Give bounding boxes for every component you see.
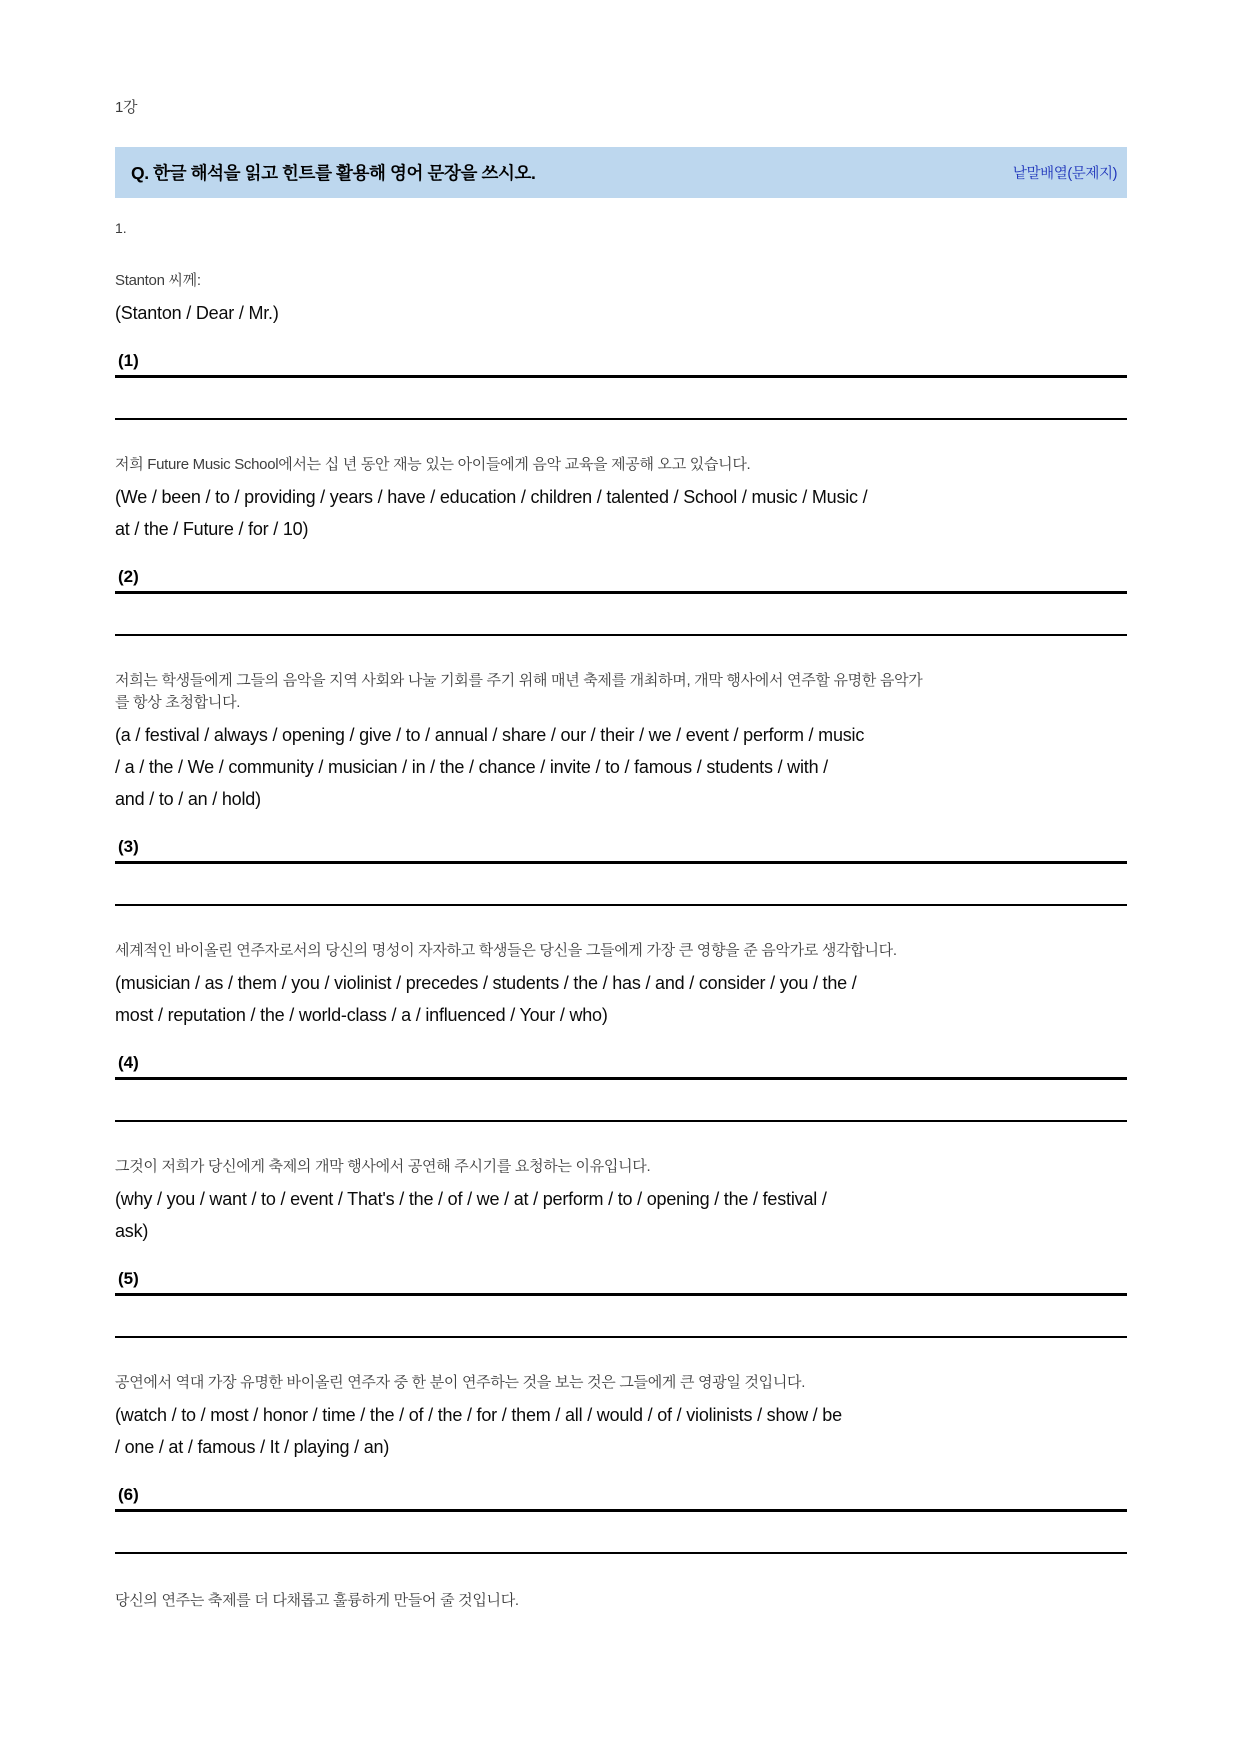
hint-line: (Stanton / Dear / Mr.) xyxy=(115,303,279,323)
hint-line: ask) xyxy=(115,1221,149,1241)
hint-line: (a / festival / always / opening / give / to / annual / share / our / their / we / event / perform / music xyxy=(115,725,865,745)
question-header-bar xyxy=(115,147,1127,198)
korean-line: 당신의 연주는 축제를 더 다채롭고 훌륭하게 만들어 줄 것입니다. xyxy=(115,1592,519,1609)
hint-word-bank xyxy=(115,719,1127,815)
lesson-label: 1강 xyxy=(115,99,138,116)
korean-line: 그것이 저희가 당신에게 축제의 개막 행사에서 공연해 주시기를 요청하는 이유입니다. xyxy=(115,1158,651,1175)
hint-line: (why / you / want / to / event / That's / the / of / we / at / perform / to / opening / the / festival / xyxy=(115,1189,827,1209)
hint-line: and / to / an / hold) xyxy=(115,789,261,809)
answer-line xyxy=(115,835,1127,864)
answer-blank-line xyxy=(115,1080,1127,1122)
hint-line: (We / been / to / providing / years / have / education / children / talented / School / music / Music / xyxy=(115,487,868,507)
korean-sentence xyxy=(115,1156,1127,1178)
korean-sentence xyxy=(115,670,1127,714)
hint-word-bank xyxy=(115,1399,1127,1463)
hint-word-bank xyxy=(115,1183,1127,1247)
exercise-item xyxy=(115,1372,1127,1554)
answer-line xyxy=(115,1483,1127,1512)
korean-line: Stanton 씨께: xyxy=(115,272,201,289)
korean-line: 를 항상 초청합니다. xyxy=(115,694,241,711)
answer-blank-line xyxy=(115,594,1127,636)
korean-line: 저희 Future Music School에서는 십 년 동안 재능 있는 아이들에게 음악 교육을 제공해 오고 있습니다. xyxy=(115,456,751,473)
answer-line xyxy=(115,1051,1127,1080)
exercise-item xyxy=(115,940,1127,1122)
question-prompt: Q. 한글 해석을 읽고 힌트를 활용해 영어 문장을 쓰시오. xyxy=(131,163,536,183)
korean-sentence xyxy=(115,270,1127,292)
korean-sentence xyxy=(115,1590,1127,1612)
exercise-item xyxy=(115,1590,1127,1612)
answer-blank-line xyxy=(115,1512,1127,1554)
hint-word-bank xyxy=(115,481,1127,545)
korean-line: 세계적인 바이올린 연주자로서의 당신의 명성이 자자하고 학생들은 당신을 그들에게 가장 큰 영향을 준 음악가로 생각합니다. xyxy=(115,942,897,959)
question-number: 1. xyxy=(115,220,127,236)
answer-line xyxy=(115,1267,1127,1296)
sheet-type-label: 낱말배열(문제지) xyxy=(1012,166,1117,182)
answer-number-label: (1) xyxy=(118,351,139,370)
answer-number-label: (4) xyxy=(118,1053,139,1072)
korean-sentence xyxy=(115,940,1127,962)
hint-line: most / reputation / the / world-class / a / influenced / Your / who) xyxy=(115,1005,608,1025)
answer-blank-line xyxy=(115,864,1127,906)
hint-line: / one / at / famous / It / playing / an) xyxy=(115,1437,390,1457)
exercise-item xyxy=(115,670,1127,906)
answer-number-label: (6) xyxy=(118,1485,139,1504)
korean-sentence xyxy=(115,454,1127,476)
exercise-item xyxy=(115,1156,1127,1338)
answer-line xyxy=(115,349,1127,378)
hint-word-bank xyxy=(115,297,1127,329)
exercise-item xyxy=(115,454,1127,636)
korean-sentence xyxy=(115,1372,1127,1394)
hint-line: (musician / as / them / you / violinist / precedes / students / the / has / and / consider / you / the / xyxy=(115,973,857,993)
korean-line: 공연에서 역대 가장 유명한 바이올린 연주자 중 한 분이 연주하는 것을 보는 것은 그들에게 큰 영광일 것입니다. xyxy=(115,1374,806,1391)
answer-number-label: (2) xyxy=(118,567,139,586)
hint-line: at / the / Future / for / 10) xyxy=(115,519,309,539)
answer-blank-line xyxy=(115,378,1127,420)
korean-line: 저희는 학생들에게 그들의 음악을 지역 사회와 나눌 기회를 주기 위해 매년 축제를 개최하며, 개막 행사에서 연주할 유명한 음악가 xyxy=(115,672,923,689)
answer-number-label: (3) xyxy=(118,837,139,856)
answer-blank-line xyxy=(115,1296,1127,1338)
answer-line xyxy=(115,565,1127,594)
hint-line: (watch / to / most / honor / time / the / of / the / for / them / all / would / of / violinists / show / be xyxy=(115,1405,842,1425)
hint-word-bank xyxy=(115,967,1127,1031)
answer-number-label: (5) xyxy=(118,1269,139,1288)
hint-line: / a / the / We / community / musician / in / the / chance / invite / to / famous / students / with / xyxy=(115,757,828,777)
exercise-item xyxy=(115,270,1127,420)
